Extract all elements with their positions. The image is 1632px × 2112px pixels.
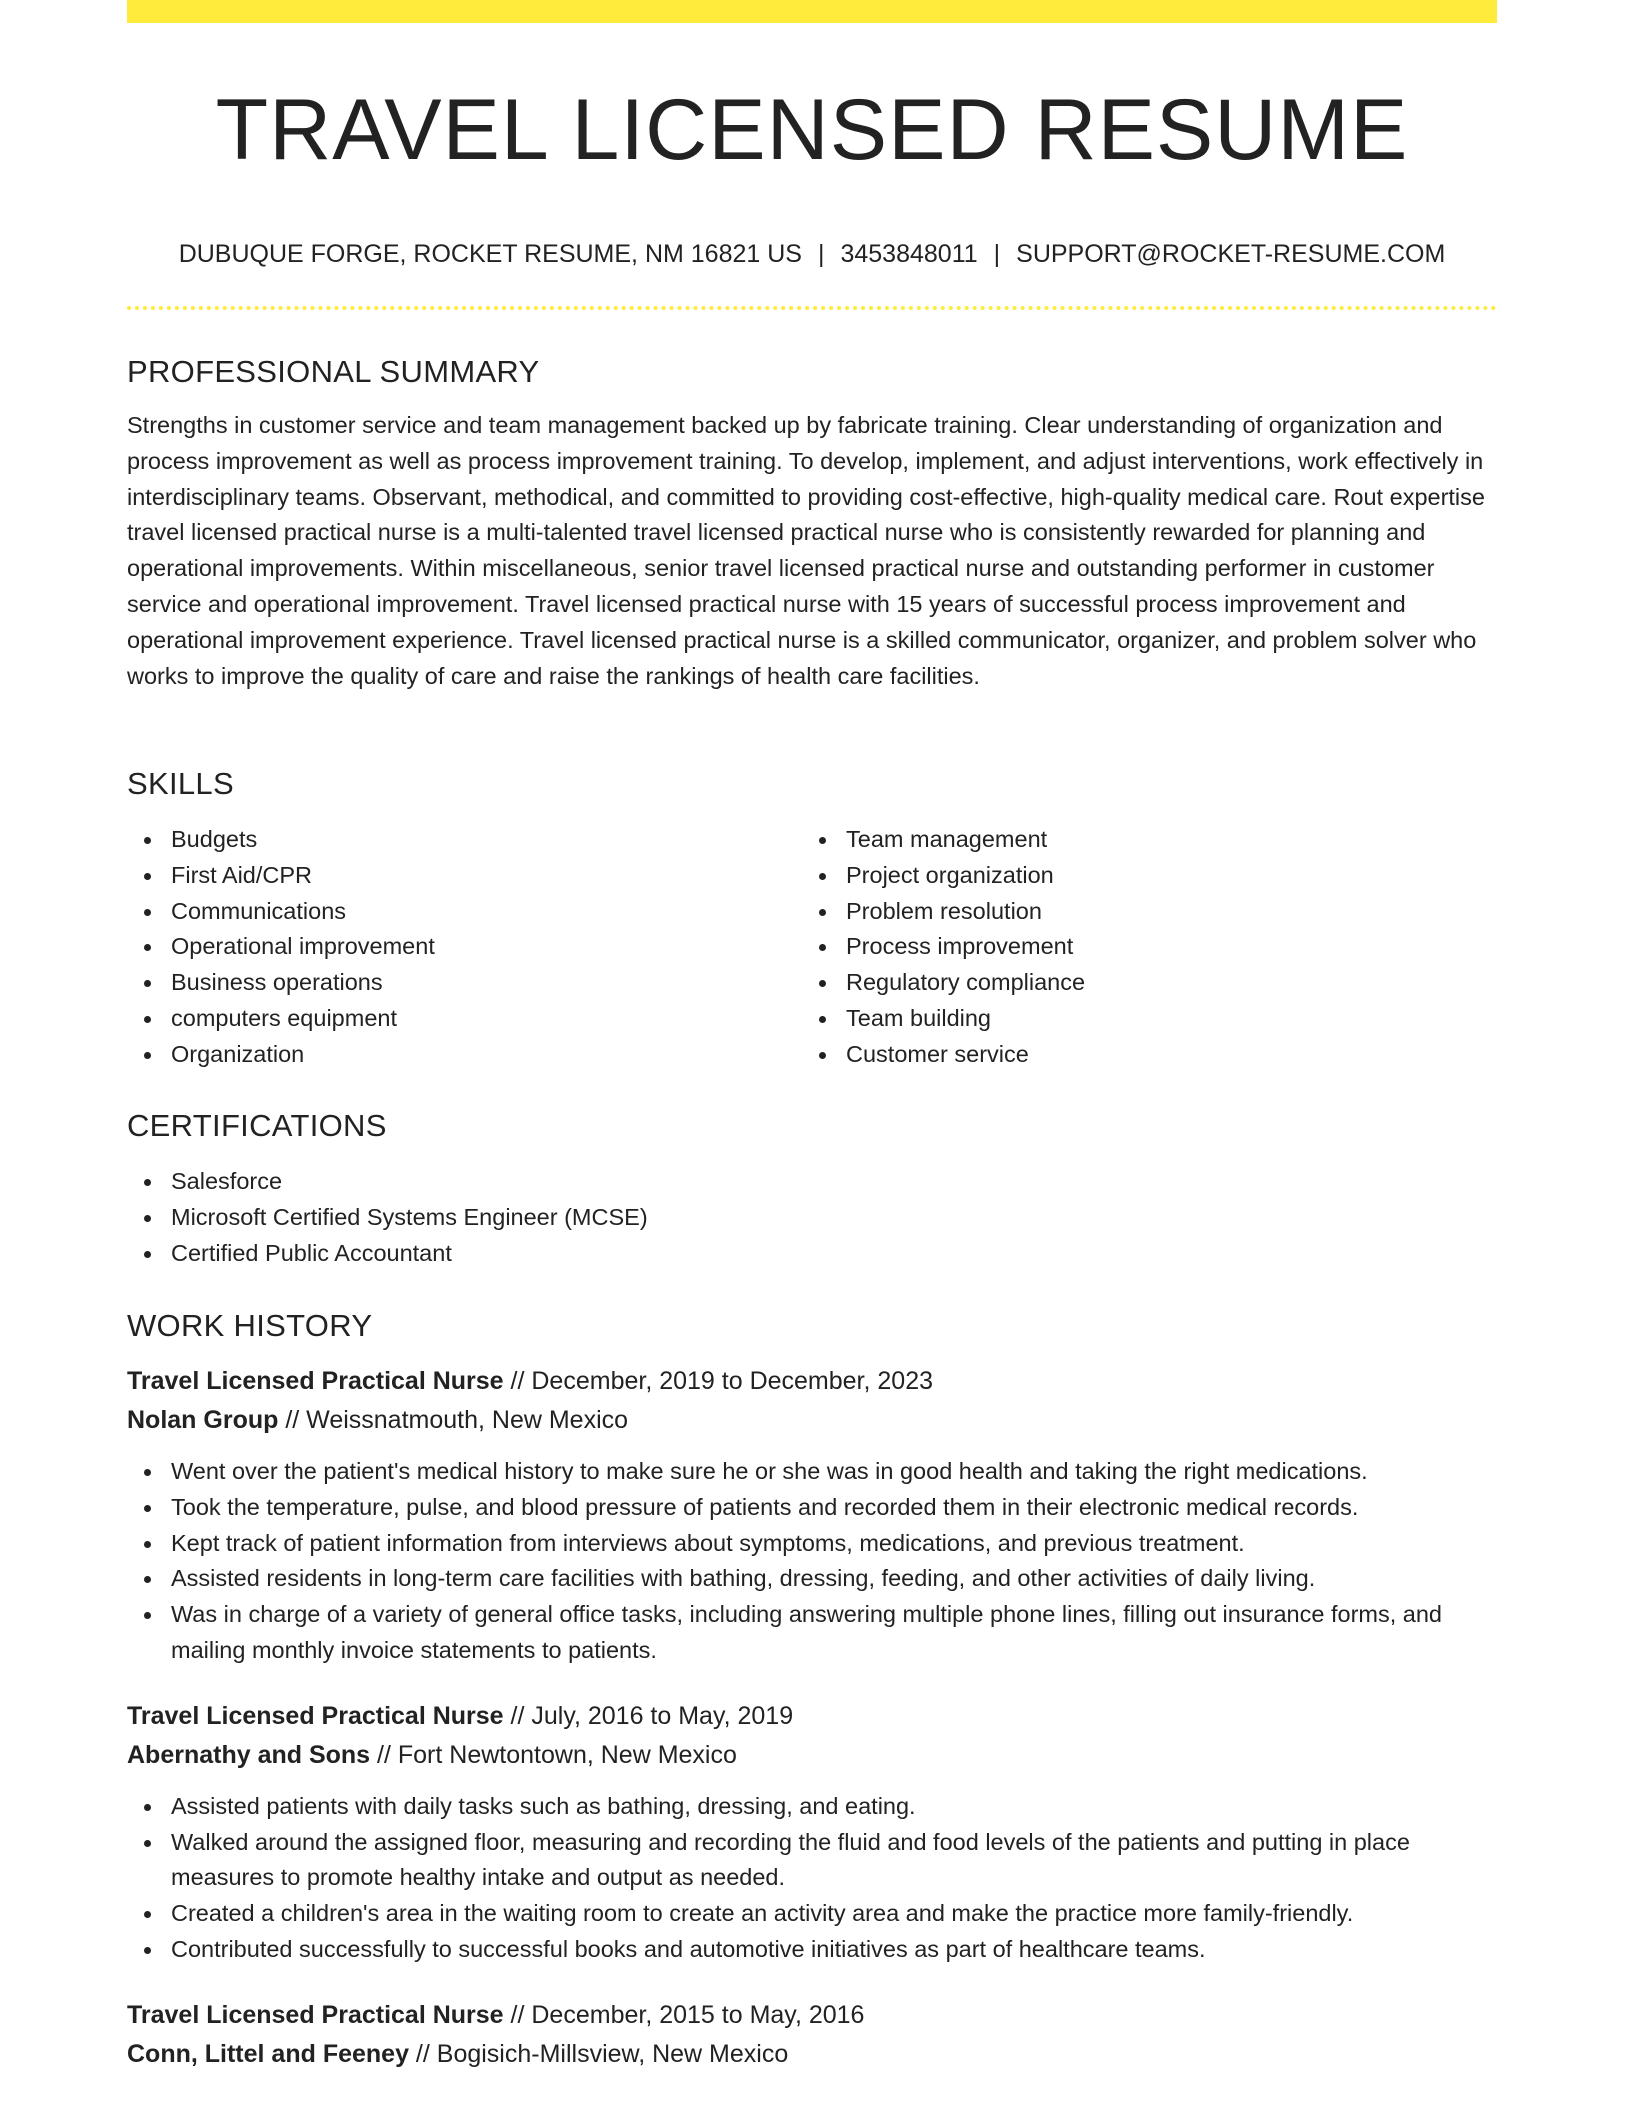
job-duties [127,1789,1497,1968]
skill-item: Business operations [127,965,802,1001]
job-duty: Kept track of patient information from interviews about symptoms, medications, and previous treatment. [127,1526,1497,1562]
skills-list-left [127,822,802,1073]
contact-phone: 3453848011 [840,240,978,268]
job-entry [127,1996,1497,2074]
skills-section [127,764,1497,1073]
job-role: Travel Licensed Practical Nurse [127,2000,504,2029]
job-role: Travel Licensed Practical Nurse [127,1701,504,1730]
job-company: Abernathy and Sons [127,1740,371,1769]
skill-item: Team building [802,1001,1477,1037]
job-entry [127,1362,1497,1669]
certification-item: Salesforce [127,1164,1497,1200]
job-duty: Contributed successfully to successful books and automotive initiatives as part of healthcare teams. [127,1932,1497,1968]
job-company-line [127,1401,1497,1440]
job-location: // Bogisich-Millsview, New Mexico [408,2039,789,2068]
job-duty: Took the temperature, pulse, and blood pressure of patients and recorded them in their electronic medical records. [127,1490,1497,1526]
skill-item: Communications [127,894,802,930]
job-company: Nolan Group [127,1406,279,1434]
job-company: Conn, Littel and Feeney [127,2039,409,2068]
job-company-line [127,1736,1497,1775]
job-role-line [127,1362,1497,1401]
summary-section [127,352,1497,694]
job-dates: // December, 2019 to December, 2023 [503,1367,934,1395]
contact-line [127,236,1497,272]
skills-heading: SKILLS [127,766,234,801]
contact-address: DUBUQUE FORGE, ROCKET RESUME, NM 16821 US [178,240,802,268]
job-entry [127,1697,1497,1968]
job-duty: Walked around the assigned floor, measuring and recording the fluid and food levels of the patients and putting in place measures to promote healthy intake and output as needed. [127,1825,1497,1897]
contact-email: SUPPORT@ROCKET-RESUME.COM [1016,240,1446,268]
summary-heading: PROFESSIONAL SUMMARY [127,354,540,389]
contact-separator: | [993,240,1001,268]
certifications-heading: CERTIFICATIONS [127,1108,387,1143]
contact-separator: | [817,240,825,268]
header-divider [127,306,1497,310]
skill-item: Budgets [127,822,802,858]
skill-item: Project organization [802,858,1477,894]
skill-item: Operational improvement [127,929,802,965]
skills-columns [127,822,1497,1073]
job-duty: Assisted residents in long-term care facilities with bathing, dressing, feeding, and other activities of daily living. [127,1561,1497,1597]
skill-item: Process improvement [802,929,1477,965]
job-location: // Weissnatmouth, New Mexico [278,1406,629,1434]
skill-item: Problem resolution [802,894,1477,930]
job-duties [127,1454,1497,1669]
skill-item: Organization [127,1037,802,1073]
job-role-line [127,1697,1497,1736]
job-duty: Assisted patients with daily tasks such as bathing, dressing, and eating. [127,1789,1497,1825]
job-dates: // December, 2015 to May, 2016 [503,2000,865,2029]
skill-item: Regulatory compliance [802,965,1477,1001]
certification-item: Microsoft Certified Systems Engineer (MCSE) [127,1200,1497,1236]
job-duty: Created a children's area in the waiting room to create an activity area and make the practice more family-friendly. [127,1896,1497,1932]
job-role-line [127,1996,1497,2035]
job-duty: Was in charge of a variety of general office tasks, including answering multiple phone lines, filling out insurance forms, and mailing monthly invoice statements to patients. [127,1597,1497,1669]
certifications-section [127,1106,1497,1271]
certification-item: Certified Public Accountant [127,1236,1497,1272]
skill-item: Customer service [802,1037,1477,1073]
skill-item: Team management [802,822,1477,858]
job-role: Travel Licensed Practical Nurse [127,1367,504,1395]
work-history-heading: WORK HISTORY [127,1308,373,1343]
job-dates: // July, 2016 to May, 2019 [503,1701,794,1730]
resume-title: TRAVEL LICENSED RESUME [215,82,1409,178]
skill-item: computers equipment [127,1001,802,1037]
certifications-list [127,1164,1497,1271]
job-company-line [127,2035,1497,2074]
summary-text: Strengths in customer service and team management backed up by fabricate training. Clear understanding of organization and process improvement as well as process improvement training. To develop, implement, and adjust interventions, work effectively in interdisciplinary teams. Observant, methodical, and committed to providing cost-effective, high-quality medical care. Rout expertise travel licensed practical nurse is a multi-talented travel licensed practical nurse who is consistently rewarded for planning and operational improvements. Within miscellaneous, senior travel licensed practical nurse and outstanding performer in customer service and operational improvement. Travel licensed practical nurse with 15 years of successful process improvement and operational improvement experience. Travel licensed practical nurse is a skilled communicator, organizer, and problem solver who works to improve the quality of care and raise the rankings of health care facilities. [127,412,1485,689]
job-duty: Went over the patient's medical history to make sure he or she was in good health and taking the right medications. [127,1454,1497,1490]
skill-item: First Aid/CPR [127,858,802,894]
job-location: // Fort Newtontown, New Mexico [370,1740,737,1769]
skills-list-right [802,822,1477,1073]
work-history-section [127,1306,1497,2074]
top-accent-bar [127,0,1497,23]
